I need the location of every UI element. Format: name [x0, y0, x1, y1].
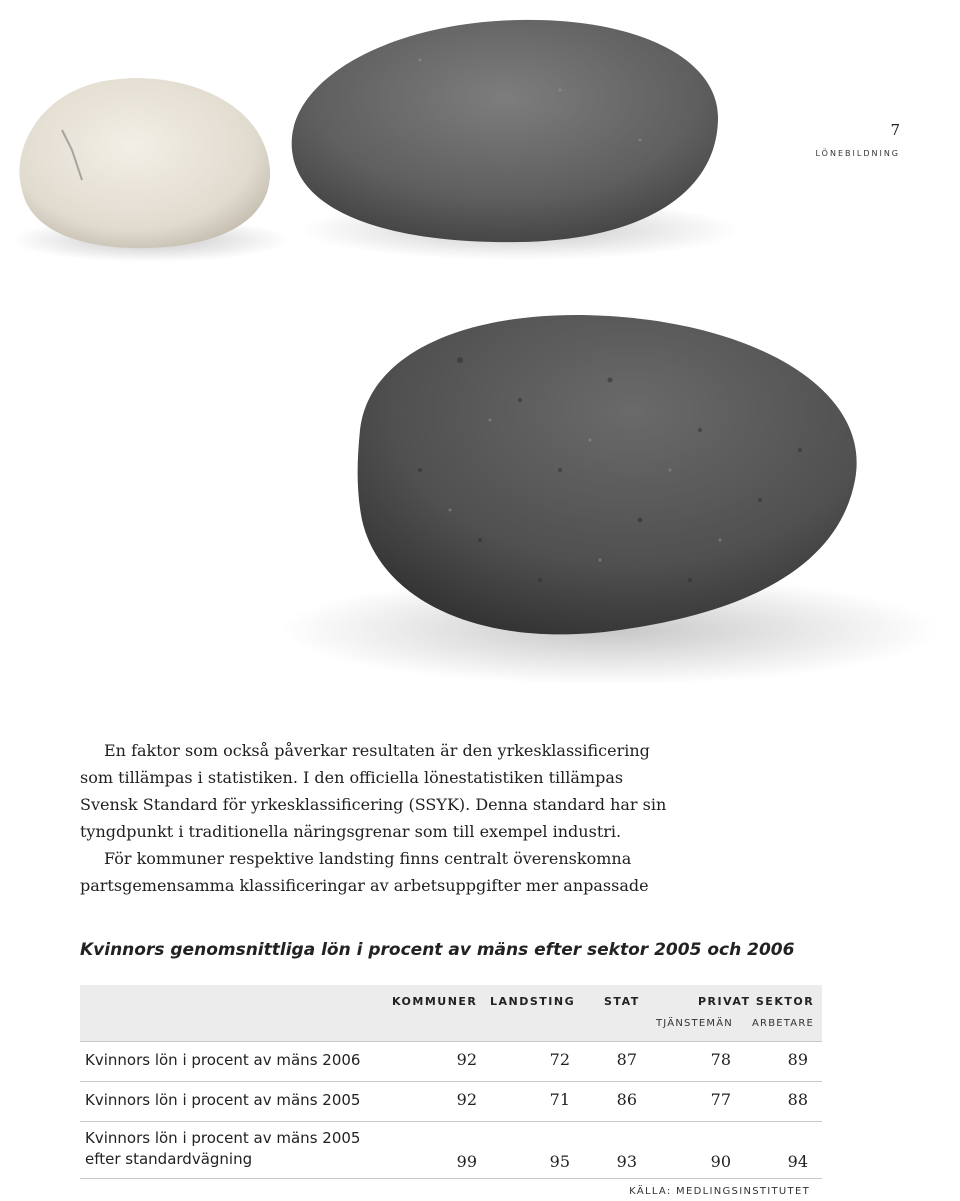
- cell-tjanstemann: 77: [710, 1090, 731, 1109]
- row-label: Kvinnors lön i procent av mäns 2006: [85, 1051, 361, 1069]
- row-label: Kvinnors lön i procent av mäns 2005: [85, 1091, 361, 1109]
- row-divider: [80, 1081, 822, 1082]
- body-paragraph-2: För kommuner respektive landsting finns centralt överenskomna partsgemensamma klassificeringar av arbetsuppgifter mer anpassade: [80, 849, 649, 895]
- table-header: [80, 985, 822, 1041]
- row-divider: [80, 1121, 822, 1122]
- row-label-line-2: efter standardvägning: [85, 1150, 253, 1168]
- row-divider: [80, 1178, 822, 1179]
- cell-tjanstemann: 78: [710, 1050, 731, 1069]
- cell-kommuner: 92: [456, 1050, 477, 1069]
- cell-kommuner: 92: [456, 1090, 477, 1109]
- cell-arbetare: 94: [787, 1152, 808, 1171]
- col-header-privat-sektor: PRIVAT SEKTOR: [698, 995, 815, 1008]
- cell-stat: 93: [616, 1152, 637, 1171]
- row-label-line-1: Kvinnors lön i procent av mäns 2005: [85, 1129, 361, 1147]
- grey-stone: [292, 20, 718, 242]
- cell-tjanstemann: 90: [710, 1152, 731, 1171]
- col-header-landsting: LANDSTING: [490, 995, 576, 1008]
- page-number: 7: [890, 121, 900, 139]
- cell-arbetare: 89: [787, 1050, 808, 1069]
- body-text: [80, 737, 680, 899]
- cell-arbetare: 88: [787, 1090, 808, 1109]
- col-header-arbetare: ARBETARE: [752, 1018, 815, 1029]
- col-header-stat: STAT: [604, 995, 640, 1008]
- cell-landsting: 71: [549, 1090, 570, 1109]
- cell-landsting: 95: [549, 1152, 570, 1171]
- row-divider: [80, 1041, 822, 1042]
- col-header-tjanstemann: TJÄNSTEMÄN: [656, 1018, 733, 1029]
- body-paragraph-1: En faktor som också påverkar resultaten är den yrkesklassificering som tillämpas i statistiken. I den officiella lönestatistiken tillämpas Svensk Standard för yrkesklassificering (SSYK). Denna standard har sin tyngdpunkt i traditionella näringsgrenar som till exempel industri.: [80, 741, 667, 841]
- table-caption: Kvinnors genomsnittliga lön i procent av mäns efter sektor 2005 och 2006: [80, 940, 795, 960]
- table-source: KÄLLA: MEDLINGSINSTITUTET: [629, 1186, 810, 1197]
- col-header-kommuner: KOMMUNER: [392, 995, 478, 1008]
- cell-landsting: 72: [549, 1050, 570, 1069]
- cell-stat: 87: [616, 1050, 637, 1069]
- cell-kommuner: 99: [456, 1152, 477, 1171]
- section-label: lönebildning: [815, 146, 900, 159]
- cell-stat: 86: [616, 1090, 637, 1109]
- white-stone: [19, 78, 270, 248]
